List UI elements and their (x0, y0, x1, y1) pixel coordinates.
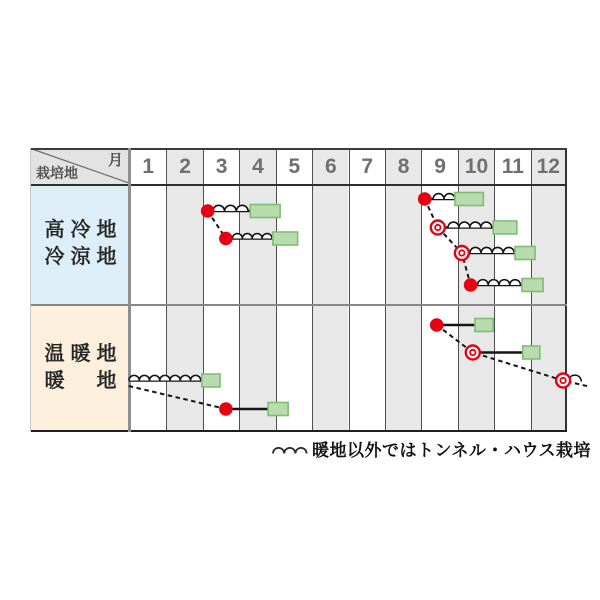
month-column (239, 148, 275, 432)
month-column (385, 148, 421, 432)
corner-label-region: 栽培地 (36, 165, 78, 181)
month-header-cell: 8 (397, 155, 410, 178)
month-column (458, 148, 494, 432)
region-split-line (31, 304, 567, 306)
region-label-warm (45, 341, 117, 395)
month-header-cell: 2 (179, 155, 191, 178)
tunnel-arcs-icon (272, 441, 309, 455)
region-label-char: 冷 (70, 219, 91, 241)
month-header-cell: 4 (252, 155, 264, 178)
region-label-line (45, 368, 117, 395)
month-column (130, 148, 166, 432)
month-header-cell: 10 (464, 155, 489, 178)
corner-header-cell (31, 148, 130, 184)
month-column (349, 148, 385, 432)
table-bottom-border (31, 430, 567, 432)
month-column (166, 148, 202, 432)
region-label-line (45, 341, 117, 368)
region-cell-warm (31, 306, 130, 430)
region-label-char: 暖 (44, 370, 65, 392)
region-cell-cool (31, 184, 130, 304)
month-column (312, 148, 348, 432)
corner-label-month: 月 (107, 152, 123, 169)
region-label-char: 暖 (70, 343, 91, 365)
region-label-char: 地 (96, 219, 117, 241)
month-header-cell: 3 (215, 155, 228, 178)
month-column (276, 148, 312, 432)
month-header-cell: 11 (501, 155, 524, 178)
month-column (203, 148, 239, 432)
tunnel-arcs-edge-fragment (569, 375, 582, 381)
region-label-line (45, 244, 117, 271)
region-label-char: 涼 (70, 246, 91, 268)
month-header-cell: 5 (288, 155, 301, 178)
month-header-cell: 9 (434, 155, 446, 178)
month-column (421, 148, 457, 432)
calendar-table (30, 148, 567, 432)
header-separator-line (31, 184, 567, 186)
month-column (494, 148, 530, 432)
month-columns (130, 148, 567, 432)
month-header-cell: 7 (361, 155, 374, 178)
month-column (531, 148, 567, 432)
region-label-char: 温 (44, 343, 65, 365)
label-column-separator (128, 148, 131, 432)
legend-text: 暖地以外ではトンネル・ハウス栽培 (312, 440, 591, 460)
region-label-char: 地 (96, 343, 117, 365)
region-label-char: 地 (96, 370, 117, 392)
table-top-border (31, 148, 567, 150)
month-header-cell: 6 (324, 155, 337, 178)
region-label-line (45, 217, 117, 244)
month-header-cell: 12 (536, 155, 560, 178)
region-label-char: 地 (96, 246, 117, 268)
legend (272, 436, 591, 460)
region-label-char: 高 (44, 219, 65, 241)
region-label-cool (45, 217, 117, 271)
month-header-cell: 1 (142, 155, 155, 178)
region-label-char: 冷 (44, 246, 65, 268)
